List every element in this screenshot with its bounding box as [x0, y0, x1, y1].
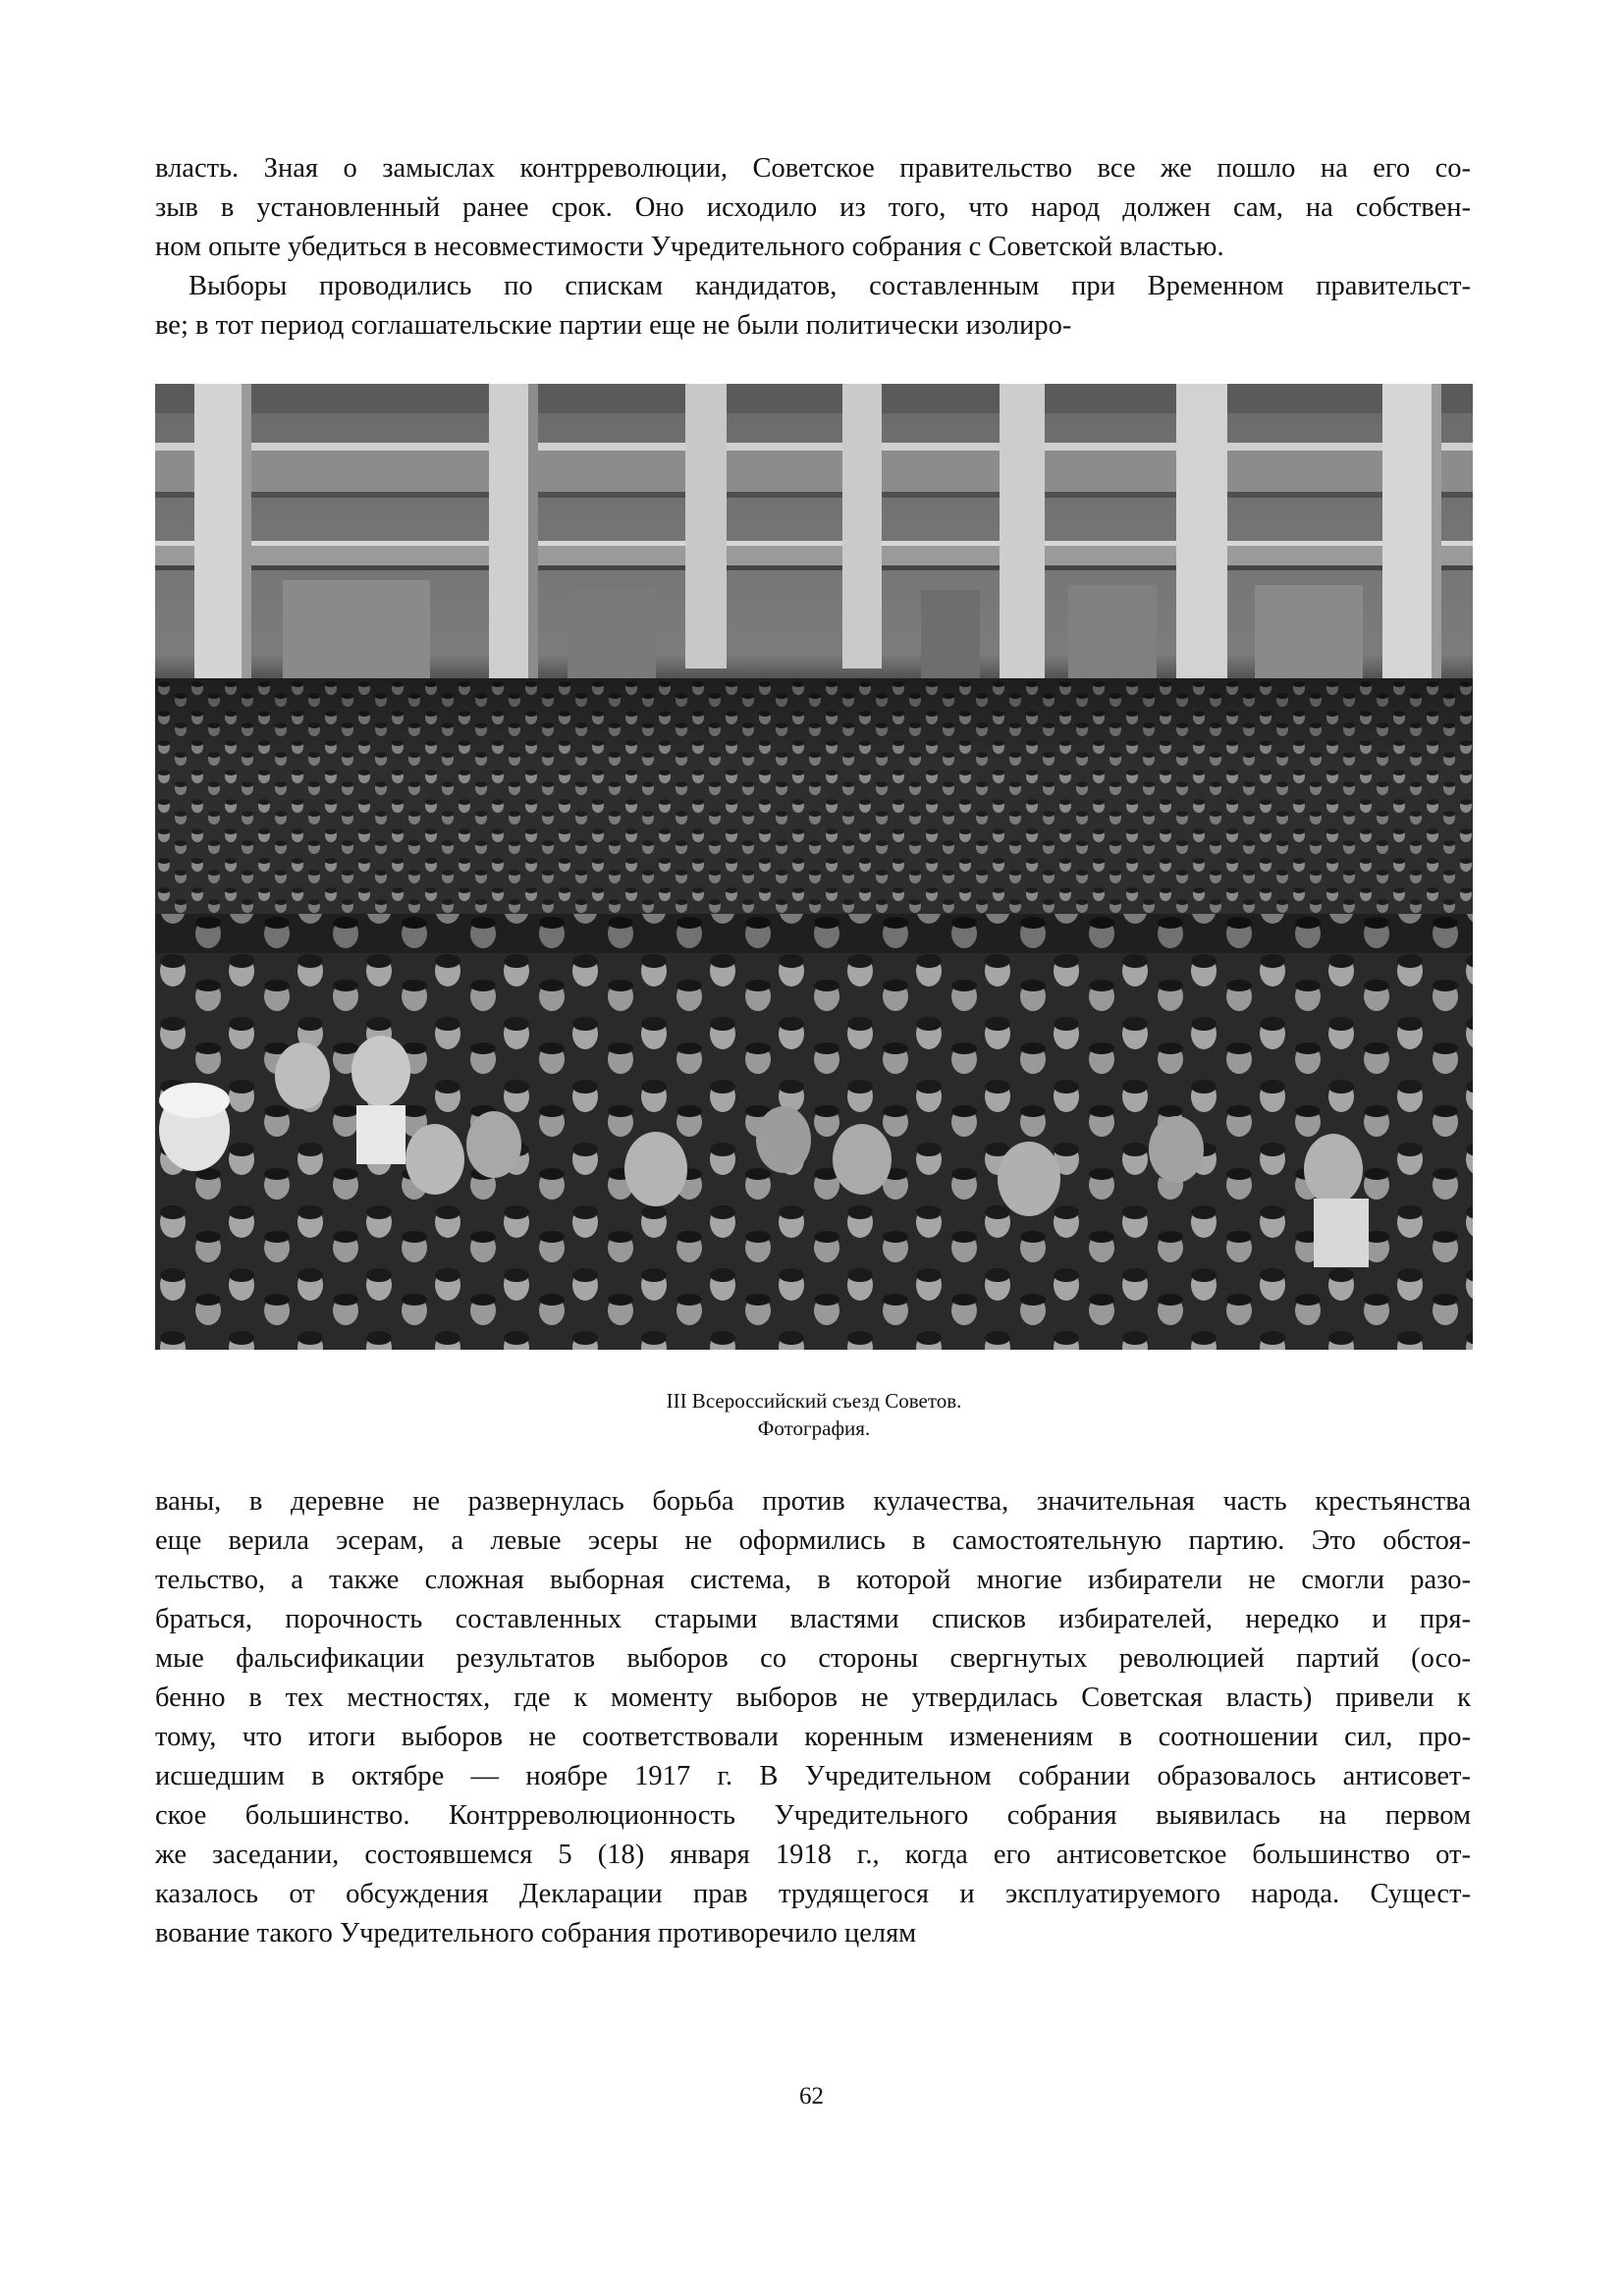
figure-caption-title: III Всероссийский съезд Советов. — [666, 1389, 962, 1413]
text-line: ское большинство. Контрреволюционность Учредительного собрания выявилась на первом — [155, 1800, 1471, 1831]
bottom-paragraph — [155, 1482, 1471, 1953]
text-line: казалось от обсуждения Декларации прав трудящегося и эксплуатируемого народа. Сущест- — [155, 1879, 1471, 1909]
text-line: тельство, а также сложная выборная система, в которой многие избиратели не смогли разо- — [155, 1565, 1471, 1595]
text-line: мые фальсификации результатов выборов со стороны свергнутых революцией партий (осо- — [155, 1643, 1471, 1674]
congress-photograph — [155, 384, 1473, 1350]
top-paragraph — [155, 149, 1471, 346]
text-line: ваны, в деревне не развернулась борьба против кулачества, значительная часть крестьянства — [155, 1486, 1471, 1517]
text-line: же заседании, состоявшемся 5 (18) января 1918 г., когда его антисоветское большинство от- — [155, 1840, 1471, 1870]
text-line: ве; в тот период соглашательские партии еще не были политически изолиро- — [155, 310, 1072, 341]
crowd-front — [155, 914, 1473, 1350]
page-number: 62 — [799, 2083, 824, 2109]
text-line: браться, порочность составленных старыми властями списков избирателей, нередко и пря- — [155, 1604, 1471, 1634]
text-line: тому, что итоги выборов не соответствовали коренным изменениям в соотношении сил, про- — [155, 1722, 1471, 1752]
figure-caption-subtitle: Фотография. — [757, 1416, 871, 1440]
text-line: Выборы проводились по спискам кандидатов, составленным при Временном правительст- — [189, 271, 1471, 301]
text-line: исшедшим в октябре — ноябре 1917 г. В Учредительном собрании образовалось антисовет- — [155, 1761, 1471, 1791]
text-line: бенно в тех местностях, где к моменту выборов не утвердилась Советская власть) привели к — [155, 1682, 1471, 1713]
text-line: вование такого Учредительного собрания противоречило целям — [155, 1918, 917, 1949]
text-line: еще верила эсерам, а левые эсеры не оформились в самостоятельную партию. Это обстоя- — [155, 1525, 1471, 1556]
text-line: зыв в установленный ранее срок. Оно исходило из того, что народ должен сам, на собствен- — [155, 192, 1471, 223]
text-line: власть. Зная о замыслах контрреволюции, Советское правительство все же пошло на его со- — [155, 153, 1471, 184]
balcony — [155, 384, 1473, 570]
text-line: ном опыте убедиться в несовместимости Учредительного собрания с Советской властью. — [155, 232, 1224, 262]
